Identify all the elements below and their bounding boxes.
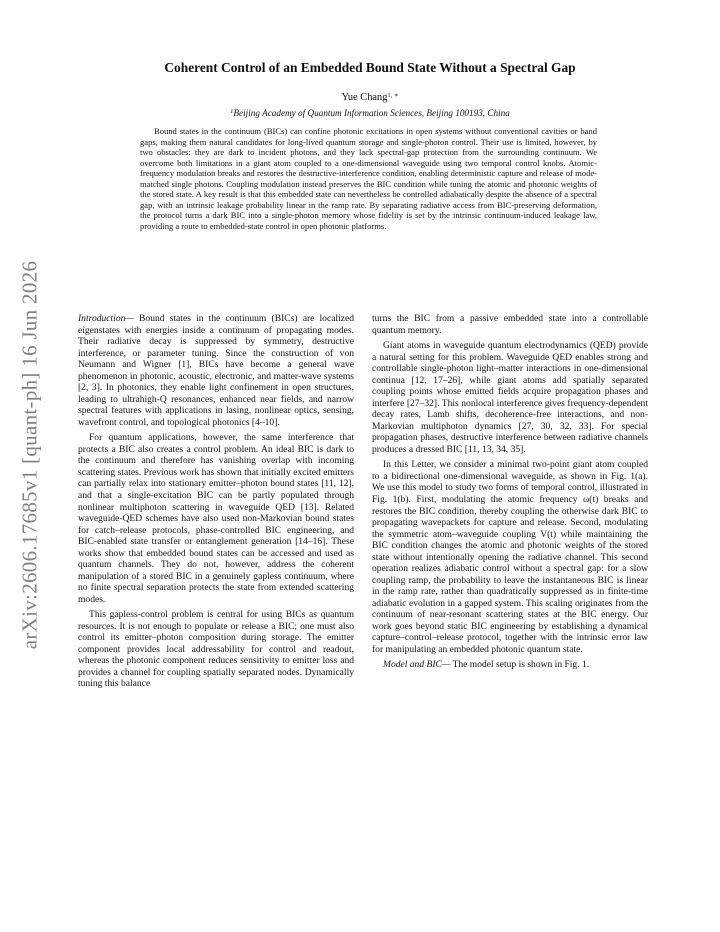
author-line <box>60 92 680 103</box>
right-column <box>372 313 648 675</box>
intro-paragraph-3-continued: turns the BIC from a passive embedded state into a controllable quantum memory. <box>372 313 648 336</box>
intro-heading: Introduction— <box>78 313 134 324</box>
affiliation-line <box>60 108 680 118</box>
left-column <box>78 313 354 694</box>
author-name: Yue Chang <box>341 92 388 103</box>
intro-paragraph-2: For quantum applications, however, the same interference that protects a BIC also creates a control problem. An ideal BIC is dark to the continuum and therefore has vanishing overlap with incoming scattering states. Previous work has shown that initially excited emitters can partially relax into stationary emitter–photon bound states [11, 12], and that a single-excitation BIC can be partly populated through nonlinear multiphoton scattering in waveguide QED [13]. Related waveguide-QED schemes have also used non-Markovian bound states for catch–release protocols, phase-controlled BIC engineering, and BIC-enabled state transfer or entanglement generation [14–16]. These works show that embedded bound states can be accessed and used as quantum channels. They do not, however, address the coherent manipulation of a stored BIC in a genuinely gapless continuum, where no finite spectral separation protects the state from extended scattering modes. <box>78 432 354 605</box>
author-affiliation-marks: 1, ∗ <box>387 92 399 99</box>
intro-paragraph-1-text: Bound states in the continuum (BICs) are localized eigenstates with energies inside a continuum of propagating modes. Their radiative decay is suppressed by symmetry, destructive interference, or parameter tuning. Since the construction of von Neumann and Wigner [1], BICs have become a general wave phenomenon in photonic, acoustic, electronic, and matter-wave systems [2, 3]. In photonics, they enable light confinement in open structures, leading to ultrahigh-Q resonances, enhanced near fields, and narrow spectral features with applications in lasing, nonlinear optics, sensing, wavefront control, and topological photonics [4–10]. <box>78 313 354 428</box>
intro-paragraph-5: In this Letter, we consider a minimal two-point giant atom coupled to a bidirectional one-dimensional waveguide, as shown in Fig. 1(a). We use this model to study two forms of temporal control, illustrated in Fig. 1(b). First, modulating the atomic frequency ω(t) breaks and restores the BIC condition, thereby coupling the otherwise dark BIC to propagating wavepackets for capture and release. Second, modulating the symmetric atom–waveguide coupling V(t) while maintaining the BIC condition changes the atomic and photonic weights of the stored state without intentionally opening the radiative channel. This second operation realizes adiabatic control without a spectral gap: for a slow coupling ramp, the probability to leave the instantaneous BIC is linear in the ramp rate, rather than quadratically suppressed as in finite-time adiabatic evolution in a gapped system. This scaling originates from the continuum of near-resonant scattering states at the BIC energy. Our work goes beyond static BIC engineering by establishing a dynamical capture–control–release protocol, together with the intrinsic error law for manipulating an embedded photonic quantum state. <box>372 459 648 655</box>
intro-paragraph-1 <box>78 313 354 428</box>
arxiv-identifier-stamp <box>2 260 58 650</box>
affiliation-text: Beijing Academy of Quantum Information Sciences, Beijing 100193, China <box>233 108 510 118</box>
abstract: Bound states in the continuum (BICs) can confine photonic excitations in open systems without conventional cavities or band gaps, making them natural candidates for long-lived quantum storage and single-photon control. Their use is limited, however, by two obstacles: they are dark to incident photons, and they lack spectral-gap protection from the surrounding continuum. We overcome both limitations in a giant atom coupled to a one-dimensional waveguide using two temporal control knobs. Atomic-frequency modulation breaks and restores the destructive-interference condition, enabling deterministic capture and release of mode-matched single photons. Coupling modulation instead preserves the BIC condition while tuning the atomic and photonic weights of the stored state. A key result is that this embedded state can nevertheless be controlled adiabatically despite the absence of a spectral gap, with an intrinsic leakage probability linear in the ramp rate. By separating radiative access from BIC-preserving deformation, the protocol turns a dark BIC into a single-photon memory whose fidelity is set by the intrinsic continuum-induced leakage law, providing a route to embedded-state control in open photonic platforms. <box>140 126 597 231</box>
intro-paragraph-3: This gapless-control problem is central for using BICs as quantum resources. It is not enough to populate or release a BIC; one must also control its emitter–photon composition during storage. The emitter component provides local addressability for control and readout, whereas the photonic component reduces sensitivity to emitter loss and provides a channel for coupling spatially separated nodes. Dynamically tuning this balance <box>78 609 354 690</box>
model-paragraph-1-text: The model setup is shown in Fig. 1. <box>450 659 590 671</box>
arxiv-identifier-text: arXiv:2606.17685v1 [quant-ph] 16 Jun 2026 <box>17 260 42 650</box>
model-heading: Model and BIC— <box>383 659 451 671</box>
affiliation-mark: 1 <box>230 108 234 115</box>
intro-paragraph-4: Giant atoms in waveguide quantum electrodynamics (QED) provide a natural setting for this problem. Waveguide QED enables strong and controllable single-photon light–matter interactions in one-dimensional continua [12, 17–26], while giant atoms add spatially separated coupling points whose emitted fields acquire propagation phases and interfere [27–32]. This nonlocal interference gives frequency-dependent decay rates, Lamb shifts, decoherence-free interactions, and non-Markovian multiphoton dynamics [27, 30, 32, 33]. For special propagation phases, destructive interference between radiative channels produces a dressed BIC [11, 13, 34, 35]. <box>372 340 648 455</box>
paper-title: Coherent Control of an Embedded Bound State Without a Spectral Gap <box>164 60 576 75</box>
model-paragraph-1 <box>372 659 648 671</box>
